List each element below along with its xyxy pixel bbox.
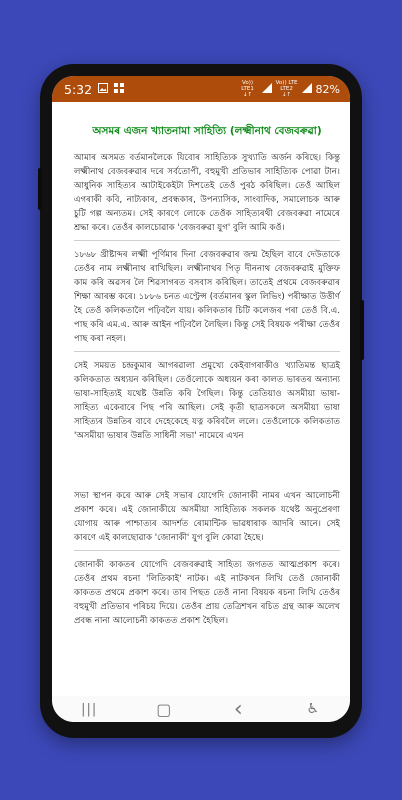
divider bbox=[74, 240, 340, 241]
back-icon[interactable]: ‹ bbox=[233, 696, 243, 722]
article-paragraph-1: আমাৰ অসমত বৰ্তমানলৈকে যিবোৰ সাহিত্যিক সুখ্যাতি অৰ্জন কৰিছে। কিন্তু লক্ষ্মীনাথ বেজবৰুৱাৰ দৰে সৰ্বতোপী, বহুমুখী প্ৰতিভাৰ সাহিত্যিক পোৱা টান। আধুনিক সাহিত্যৰ আটাইকেইটা দিশতেই তেওঁ পুৰঠ কৰিছিল। তেওঁ আছিল এগৰাকী কবি, নাট্যকাৰ, প্ৰবন্ধকাৰ, উপন্যাসিক, সাংবাদিক, সমালোচক আৰু চুটি গল্প অন্যতম। সেই কাৰণে লোকে তেওঁক সাহিত্যৰথী বেজবৰুৱা নামেৰে শ্ৰদ্ধা কৰে। তেওঁৰ কালচোৱাক 'বেজবৰুৱা যুগ' বুলি আমি কওঁ। bbox=[74, 153, 340, 233]
volume-button bbox=[38, 168, 42, 210]
article-paragraph-2: ১৮৬৮ খ্ৰীষ্টাব্দৰ লক্ষ্মী পূৰ্ণিমাৰ দিনা বেজবৰুৱাৰ জন্ম হৈছিল বাবে দেউতাকে তেওঁৰ নাম লক্ষ্মীনাথ ৰাখিছিল। লক্ষ্মীনাথৰ পিতৃ দীননাথ বেজবৰুৱাই মুক্তিফ কাম কৰি অৱসৰ লৈ শিৱসাগৰত বসবাস কৰিছিল। তাতেই প্ৰথমে বেজবৰুৱাৰ শিক্ষা আৰম্ভ কৰে। ১৮৮৬ চনত এণ্ট্ৰেন্স (বৰ্তমানৰ স্কুল লিভিং) পৰীক্ষাত উত্তীৰ্ণ হৈ তেওঁ কলিকতালৈ পঢ়িবলৈ যায়। কলিকতাৰ চিটি কলেজৰ পৰা তেওঁ বি.এ. পাছ কৰি এম.এ. আৰু আইন পঢ়িবলৈ লৈছিল। কিন্তু সেই বিষয়ক পৰীক্ষা তেওঁৰ পাছ কৰা নহল। bbox=[74, 250, 340, 344]
accessibility-icon[interactable]: ♿ bbox=[306, 701, 320, 717]
divider bbox=[74, 550, 340, 551]
power-button bbox=[360, 300, 364, 360]
article-content[interactable] bbox=[52, 102, 350, 696]
article-title: অসমৰ এজন খ্যাতনামা সাহিত্যি (লক্ষ্মীনাথ বেজবৰুৱা) bbox=[92, 125, 322, 137]
signal-1-label: Vo)) LTE1 ↓↑ bbox=[241, 80, 254, 98]
signal-1-icon bbox=[262, 83, 272, 96]
status-time: 5:32 bbox=[64, 81, 93, 97]
battery-percent: 82% bbox=[315, 82, 340, 96]
recents-icon[interactable]: ||| bbox=[81, 701, 98, 717]
gallery-notification-icon bbox=[98, 82, 108, 96]
divider bbox=[74, 351, 340, 352]
status-bar bbox=[52, 76, 350, 102]
signal-2-icon bbox=[302, 83, 312, 96]
article-paragraph-4: সভা স্থাপন কৰে আৰু সেই সভাৰ যোগেদি জোনাকী নামৰ এখন আলোচনী প্ৰকাশ কৰে। এই জোনাকীয়ে অসমীয়া সাহিত্যিক সকলক যথেষ্ট অনুপ্ৰেৰণা যোগায় আৰু পাশ্চাত্যৰ আদৰ্শত ৰোমান্টিক ভাৱধাৰাক আদৰি আনে। সেই কাৰণে এই কালছোৱাক 'জোনাকী' যুগ বুলি কোৱা হৈছে। bbox=[74, 491, 340, 543]
article-paragraph-3: সেই সময়ত চন্দ্ৰকুমাৰ আগৰৱালা প্ৰমুখ্যে কেইবাগৰাকীও খ্যাতিমন্ত ছাত্ৰই কলিকতাত অধ্যয়ন কৰিছিল। তেওঁলোকে অধ্যয়ন কৰা কালত ভাৰতৰ অন্যান্য ভাষা-সাহিত্যই যথেষ্ট উন্নতি কৰি গৈছিল। কিন্তু তেতিয়াও অসমীয়া ভাষা-সাহিত্য একেবাৰে পিছ পৰি আছিল। সেই কৃতী ছাত্ৰসকলে অসমীয়া ভাষা সাহিত্যৰ উন্নতিৰ বাবে দেহেকেহে যত্ন কৰিবলৈ ললে। তেওঁলোকে কলিকতাত 'অসমীয়া ভাষাৰ উন্নতি সাধিনী সভা' নামেৰে এখন bbox=[74, 361, 340, 441]
navigation-bar bbox=[52, 696, 350, 722]
home-icon[interactable]: ▢ bbox=[156, 699, 172, 719]
article-paragraph-5: জোনাকী কাকতৰ যোগেদি বেজবৰুৱাই সাহিত্য জগতত আত্মপ্ৰকাশ কৰে। তেওঁৰ প্ৰথম ৰচনা 'লিতিকাই' নাটক। এই নাটকখন লিখি তেওঁ জোনাকী কাকতত প্ৰথমে প্ৰকাশ কৰে। তাৰ পিছত তেওঁ নানা বিষয়ক ৰচনা লিখি তেওঁৰ বহুমুখী প্ৰতিভাৰ পৰিচয় দিয়ে। তেওঁৰ প্ৰায় তেত্ৰিশখন ৰচিত গ্ৰন্থ আৰু অলেখ প্ৰবন্ধ নানা আলোচনী কাকতত প্ৰকাশ হৈছিল। bbox=[74, 560, 340, 626]
screen bbox=[52, 76, 350, 722]
apps-notification-icon bbox=[114, 82, 124, 96]
blank-gap bbox=[74, 443, 340, 489]
signal-2-label: Vo)) LTE LTE2 ↓↑ bbox=[275, 80, 298, 98]
